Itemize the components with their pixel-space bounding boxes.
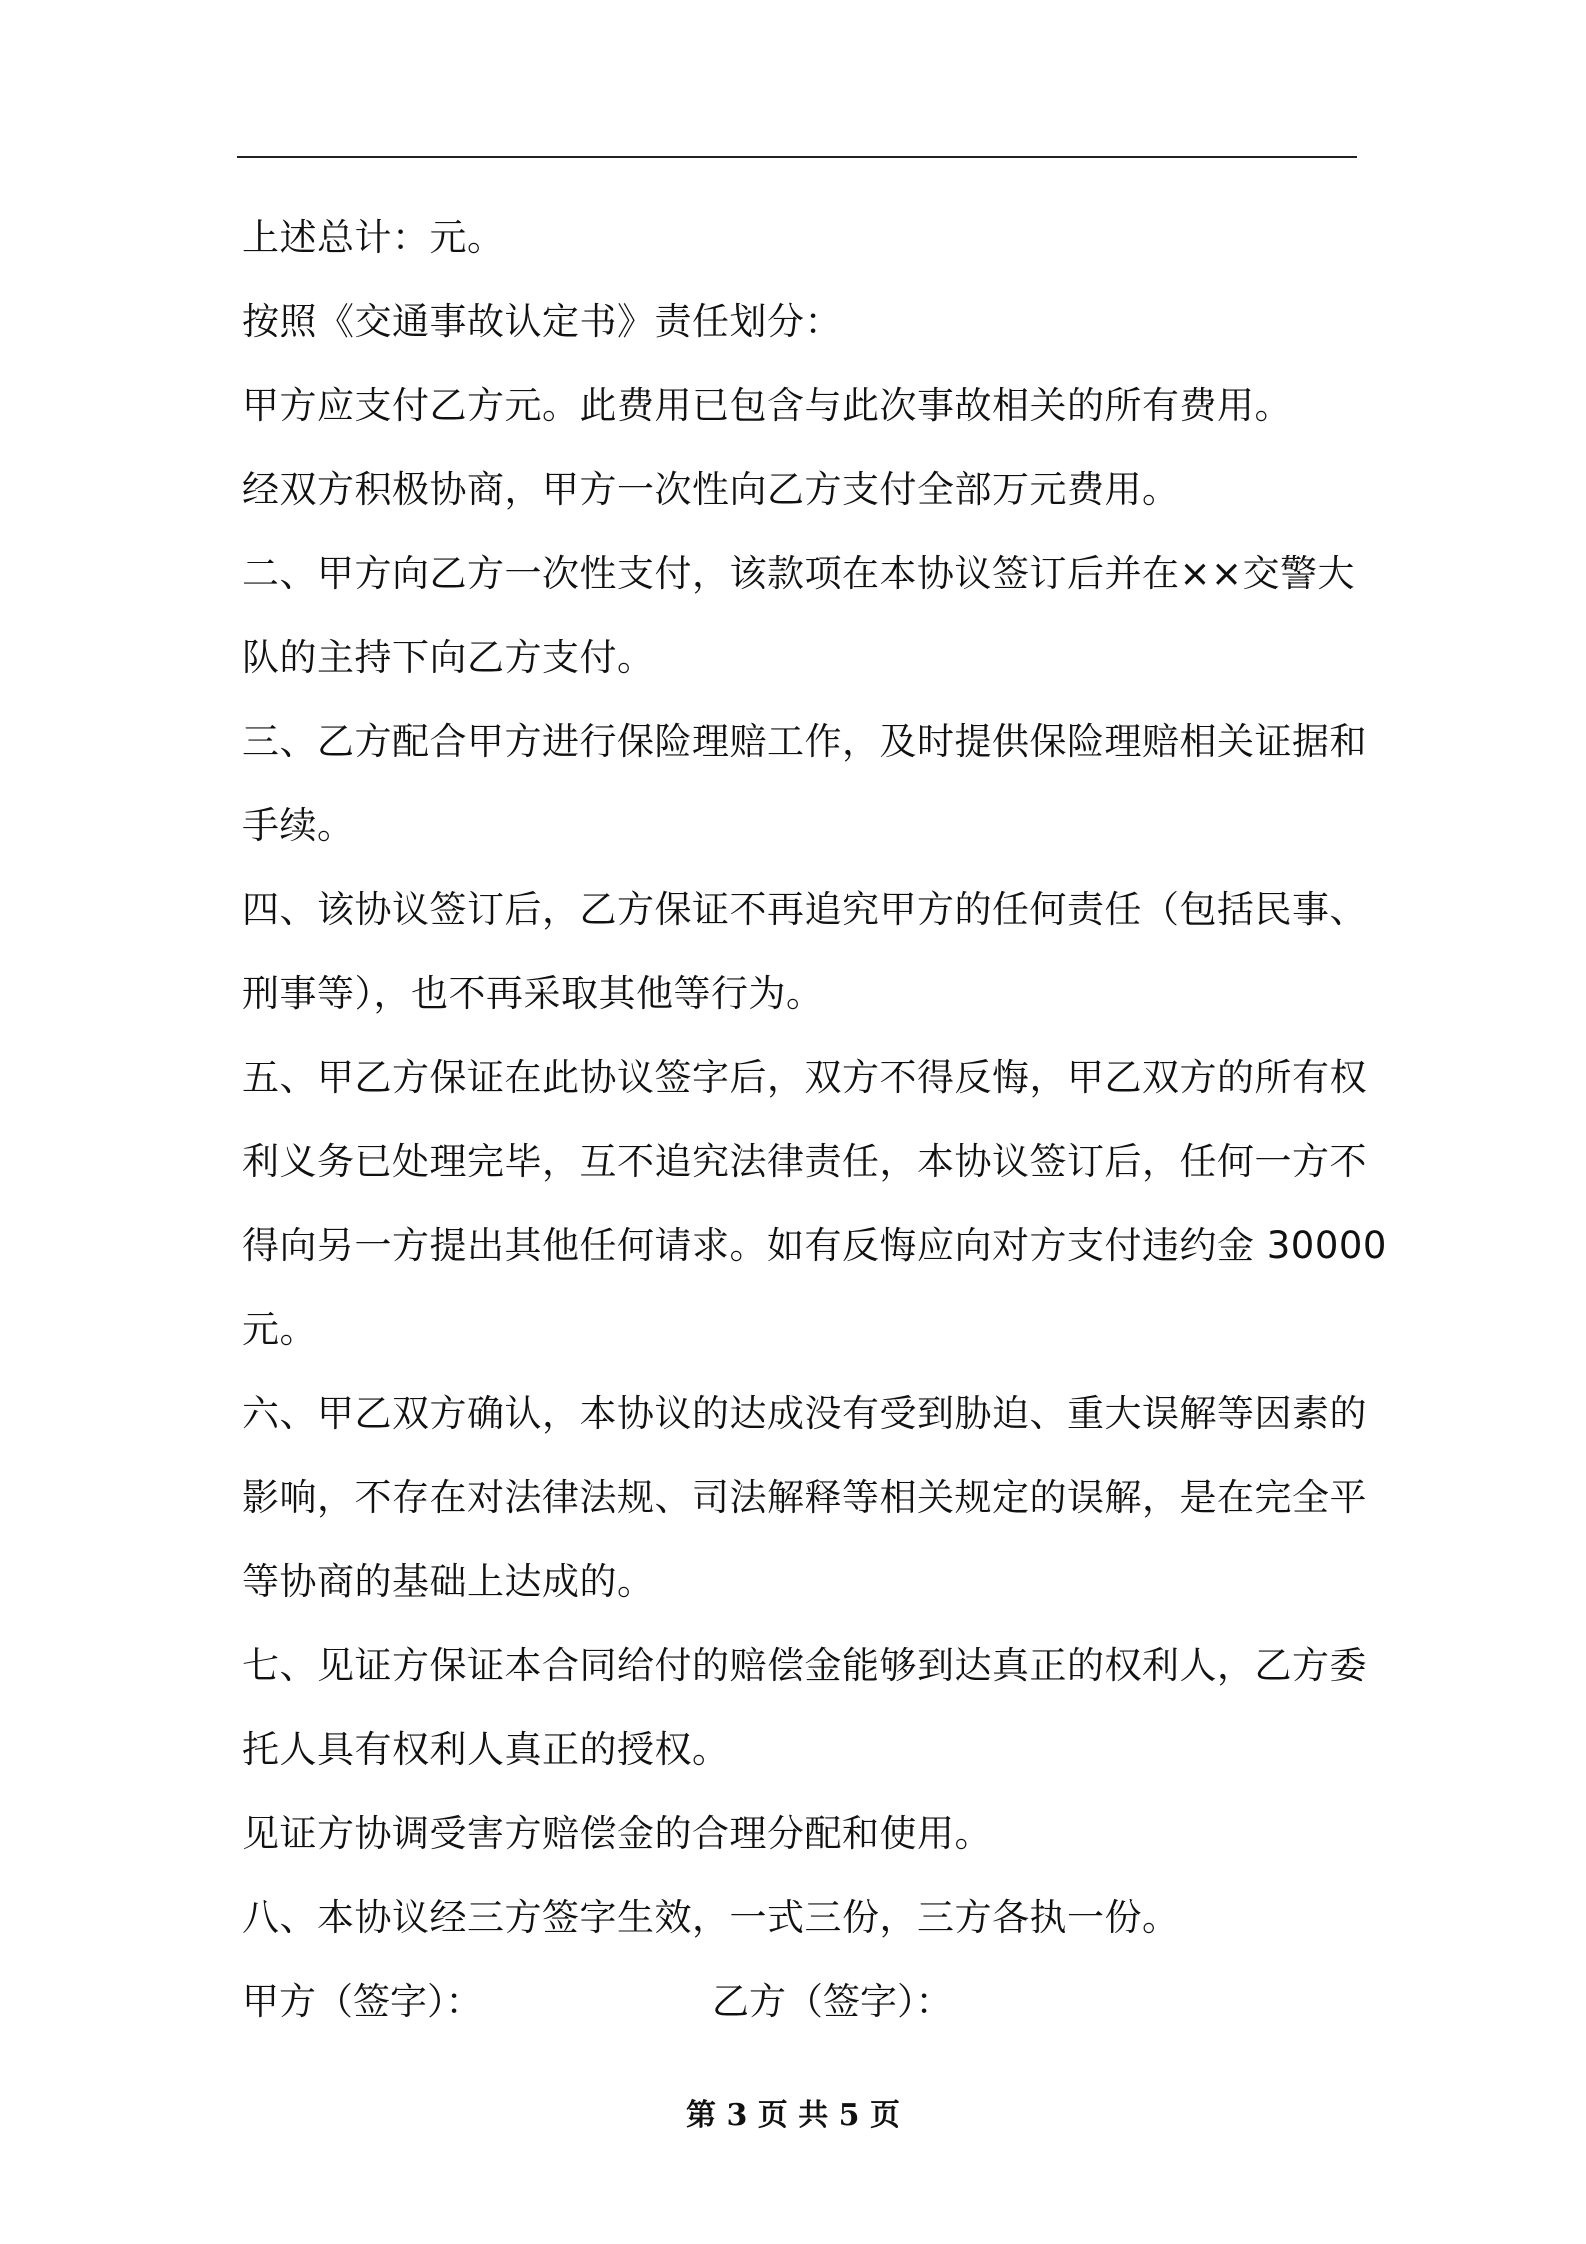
paragraph-line: 六、甲乙双方确认，本协议的达成没有受到胁迫、重大误解等因素的: [242, 1392, 1367, 1435]
header-rule: [237, 156, 1357, 158]
paragraph-line: 元。: [242, 1308, 317, 1351]
paragraph-line: 等协商的基础上达成的。: [242, 1560, 655, 1603]
paragraph-line: 刑事等），也不再采取其他等行为。: [242, 972, 824, 1015]
paragraph-line: 手续。: [242, 804, 355, 847]
paragraph-line: 得向另一方提出其他任何请求。如有反悔应向对方支付违约金 30000: [242, 1224, 1387, 1267]
paragraph-line: 按照《交通事故认定书》责任划分：: [242, 300, 842, 343]
party-b-signature-label: 乙方（签字）：: [712, 1980, 953, 2023]
paragraph-line: 利义务已处理完毕，互不追究法律责任，本协议签订后，任何一方不: [242, 1140, 1367, 1183]
paragraph-line: 经双方积极协商，甲方一次性向乙方支付全部万元费用。: [242, 468, 1180, 511]
page-number-footer: 第 3 页 共 5 页: [686, 2098, 900, 2133]
paragraph-line: 七、见证方保证本合同给付的赔偿金能够到达真正的权利人，乙方委: [242, 1644, 1367, 1687]
paragraph-line: 二、甲方向乙方一次性支付，该款项在本协议签订后并在××交警大: [242, 552, 1356, 595]
signature-row: [242, 1960, 1360, 2044]
paragraph-line: 影响，不存在对法律法规、司法解释等相关规定的误解，是在完全平: [242, 1476, 1367, 1519]
paragraph-line: 见证方协调受害方赔偿金的合理分配和使用。: [242, 1812, 992, 1855]
paragraph-line: 八、本协议经三方签字生效，一式三份，三方各执一份。: [242, 1896, 1180, 1939]
party-a-signature-label: 甲方（签字）：: [242, 1980, 483, 2023]
paragraph-line: 托人具有权利人真正的授权。: [242, 1728, 730, 1771]
document-body: [242, 196, 1387, 2044]
paragraph-line: 五、甲乙方保证在此协议签字后，双方不得反悔，甲乙双方的所有权: [242, 1056, 1367, 1099]
paragraph-line: 四、该协议签订后，乙方保证不再追究甲方的任何责任（包括民事、: [242, 888, 1367, 931]
paragraph-line: 队的主持下向乙方支付。: [242, 636, 655, 679]
paragraph-line: 三、乙方配合甲方进行保险理赔工作，及时提供保险理赔相关证据和: [242, 720, 1367, 763]
paragraph-line: 上述总计：元。: [242, 216, 505, 259]
paragraph-line: 甲方应支付乙方元。此费用已包含与此次事故相关的所有费用。: [242, 384, 1292, 427]
